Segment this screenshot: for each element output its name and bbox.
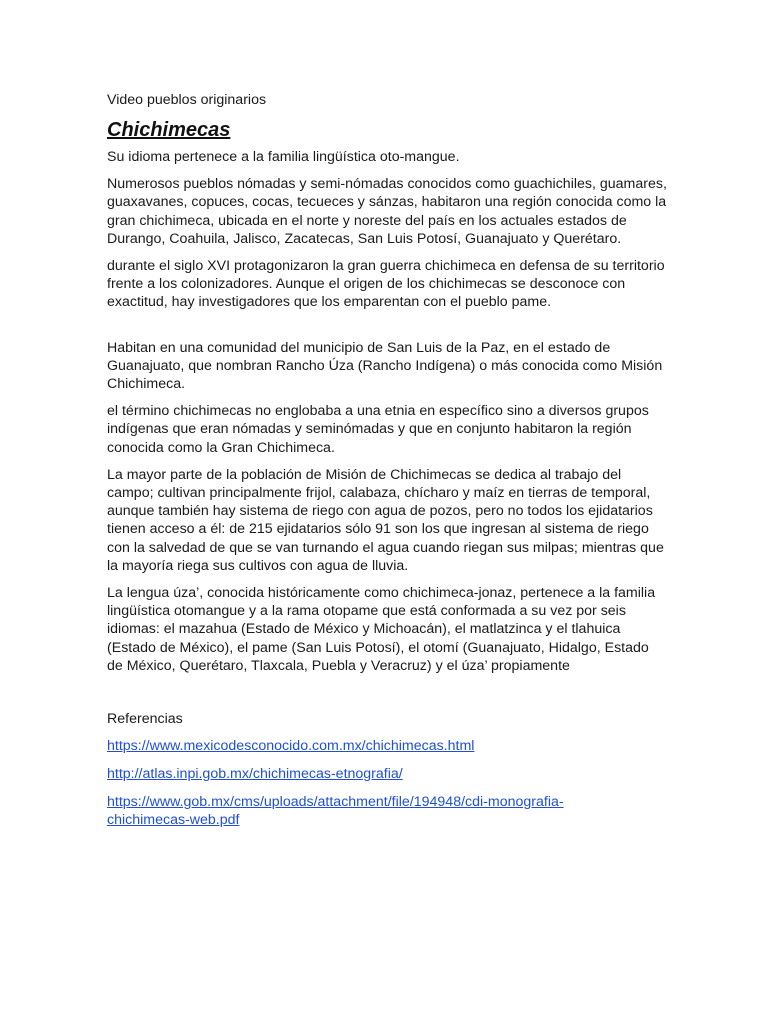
blank-line [107, 321, 667, 339]
paragraph-history: durante el siglo XVI protagonizaron la gran guerra chichimeca en defensa de su territorio frente a los colonizadores. Aunque el origen de los chichimecas se desconoce con exactitud, hay investigadores que los emparentan con el pueblo pame. [107, 258, 665, 311]
document-title: Chichimecas [107, 119, 231, 141]
reference-link-inpi[interactable]: http://atlas.inpi.gob.mx/chichimecas-etnografia/ [107, 766, 403, 783]
paragraph-agriculture: La mayor parte de la población de Misión de Chichimecas se dedica al trabajo del campo; cultivan principalmente frijol, calabaza, chícharo y maíz en tierras de temporal, aunque también hay sistema de riego con agua de pozos, pero no todos los ejidatarios tienen acceso a él: de 215 ejidatarios sólo 91 son los que ingresan al sistema de riego con la salvedad de que se van turnando el agua cuando riegan sus milpas; mientras que la mayoría riega sus cultivos con agua de lluvia. [107, 466, 664, 574]
heading-line: Video pueblos originarios [107, 92, 267, 108]
paragraph-peoples: Numerosos pueblos nómadas y semi-nómadas conocidos como guachichiles, guamares, guaxavanes, copuces, cocas, tecueces y sánzas, habitaron una región conocida como la gran chichimeca, ubicada en el norte y noreste del país en los actuales estados de Durango, Coahuila, Jalisco, Zacatecas, San Luis Potosí, Guanajuato y Querétaro. [107, 176, 667, 247]
blank-line [107, 684, 667, 710]
paragraph-community: Habitan en una comunidad del municipio de San Luis de la Paz, en el estado de Guanajuato, que nombran Rancho Úza (Rancho Indígena) o más conocida como Misión Chichimeca. [107, 339, 663, 393]
paragraph-language: Su idioma pertenece a la familia lingüística oto-mangue. [107, 149, 460, 165]
document-page [107, 92, 667, 839]
reference-link-mexicodesconocido[interactable]: https://www.mexicodesconocido.com.mx/chichimecas.html [107, 738, 475, 755]
references-title: Referencias [107, 711, 183, 728]
reference-link-gob[interactable]: https://www.gob.mx/cms/uploads/attachment/file/194948/cdi-monografia-chichimecas-web.pdf [107, 794, 564, 829]
paragraph-term: el término chichimecas no englobaba a una etnia en específico sino a diversos grupos indígenas que eran nómadas y seminómadas y que en conjunto habitaron la región conocida como la Gran Chichimeca. [107, 403, 649, 456]
paragraph-lengua: La lengua úza’, conocida históricamente como chichimeca-jonaz, pertenece a la familia lingüística otomangue y a la rama otopame que está conformada a su vez por seis idiomas: el mazahua (Estado de México y Michoacán), el matlatzinca y el tlahuica (Estado de México), el pame (San Luis Potosí), el otomí (Guanajuato, Hidalgo, Estado de México, Querétaro, Tlaxcala, Puebla y Veracruz) y el úza’ propiamente [107, 585, 656, 674]
